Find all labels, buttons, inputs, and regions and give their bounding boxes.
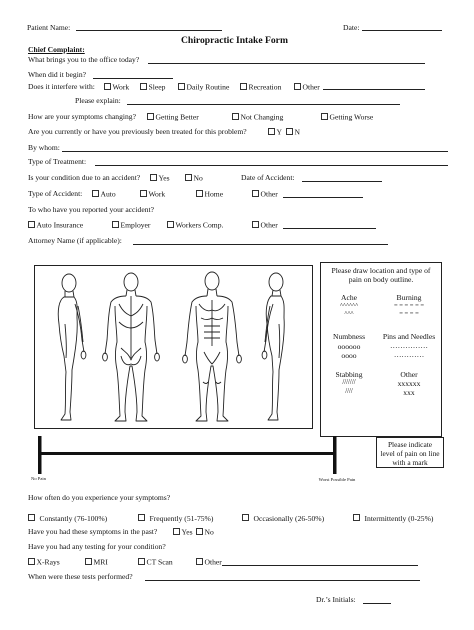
frequency-constantly[interactable]: Constantly (76-100%) bbox=[28, 514, 107, 522]
legend-numbness-label: Numbness bbox=[332, 332, 366, 341]
changing-option-worse[interactable]: Getting Worse bbox=[321, 113, 373, 121]
testing-other[interactable]: Other bbox=[196, 558, 222, 566]
frequency-frequently[interactable]: Frequently (51-75%) bbox=[138, 514, 213, 522]
pain-scale-max-label: Worst Possible Pain bbox=[318, 477, 356, 482]
testing-xrays[interactable]: X-Rays bbox=[28, 558, 60, 566]
legend-stabbing-mark-short: //// bbox=[345, 388, 353, 395]
patient-name-field[interactable] bbox=[76, 30, 222, 31]
checkbox-icon bbox=[173, 528, 180, 535]
please-explain-label: Please explain: bbox=[75, 96, 121, 105]
frequency-intermittently[interactable]: Intermittently (0-25%) bbox=[353, 514, 433, 522]
accident-other-field[interactable] bbox=[283, 197, 363, 198]
body-outline-diagram bbox=[35, 266, 312, 428]
checkbox-icon bbox=[294, 83, 301, 90]
question-brings-you: What brings you to the office today? bbox=[28, 55, 140, 64]
frequency-occasionally[interactable]: Occasionally (26-50%) bbox=[242, 514, 324, 522]
checkbox-icon bbox=[85, 558, 92, 565]
date-of-accident-field[interactable] bbox=[302, 181, 382, 182]
legend-ache-mark: ^^^^^^ bbox=[339, 302, 359, 309]
legend-pins-needles-label: Pins and Needles bbox=[382, 332, 436, 341]
accident-option-yes[interactable]: Yes bbox=[150, 174, 170, 182]
legend-numbness-mark-short: oooo bbox=[341, 351, 357, 360]
checkbox-icon bbox=[150, 174, 157, 181]
checkbox-icon bbox=[140, 83, 147, 90]
had-before-no[interactable]: No bbox=[196, 528, 214, 536]
indicate-line3: with a mark bbox=[392, 458, 428, 468]
type-of-accident-label: Type of Accident: bbox=[28, 189, 83, 198]
checkbox-icon bbox=[268, 128, 275, 135]
back-view-figure bbox=[103, 273, 160, 421]
legend-ache-mark-short: ^^^ bbox=[344, 310, 354, 317]
checkbox-icon bbox=[252, 221, 259, 228]
when-begin-field[interactable] bbox=[93, 78, 173, 79]
patient-name-label: Patient Name: bbox=[27, 23, 71, 32]
please-explain-field[interactable] bbox=[127, 104, 400, 105]
checkbox-icon bbox=[321, 113, 328, 120]
side-view-figure-right bbox=[262, 273, 284, 420]
question-testing: Have you had any testing for your condition? bbox=[28, 542, 166, 551]
checkbox-icon bbox=[167, 221, 174, 228]
checkbox-icon bbox=[140, 190, 147, 197]
legend-burning-mark: = = = = = = bbox=[393, 302, 425, 309]
checkbox-icon bbox=[196, 190, 203, 197]
type-of-treatment-label: Type of Treatment: bbox=[28, 157, 87, 166]
date-label: Date: bbox=[343, 23, 360, 32]
had-before-yes[interactable]: Yes bbox=[173, 528, 193, 536]
by-whom-field[interactable] bbox=[62, 151, 448, 152]
accident-type-auto[interactable]: Auto bbox=[92, 190, 116, 198]
checkbox-icon bbox=[185, 174, 192, 181]
brings-you-field[interactable] bbox=[148, 63, 425, 64]
checkbox-icon bbox=[240, 83, 247, 90]
legend-instructions-line1: Please draw location and type of bbox=[331, 266, 431, 275]
doctor-initials-label: Dr.’s Initials: bbox=[316, 595, 356, 604]
interfere-option-work[interactable]: Work bbox=[104, 83, 129, 91]
testing-ct-scan[interactable]: CT Scan bbox=[138, 558, 173, 566]
legend-numbness-mark: oooooo bbox=[337, 342, 361, 351]
chief-complaint-heading: Chief Complaint: bbox=[28, 45, 85, 54]
interfere-option-sleep[interactable]: Sleep bbox=[140, 83, 165, 91]
checkbox-icon bbox=[28, 558, 35, 565]
date-field[interactable] bbox=[362, 30, 442, 31]
legend-ache-label: Ache bbox=[340, 293, 358, 302]
accident-type-work[interactable]: Work bbox=[140, 190, 165, 198]
question-frequency: How often do you experience your symptoms? bbox=[28, 493, 171, 502]
accident-option-no[interactable]: No bbox=[185, 174, 203, 182]
checkbox-icon bbox=[28, 221, 35, 228]
side-view-figure bbox=[58, 274, 86, 420]
interfere-option-other[interactable]: Other bbox=[294, 83, 320, 91]
question-due-to-accident: Is your condition due to an accident? bbox=[28, 173, 141, 182]
indicate-line2: level of pain on line bbox=[380, 449, 440, 459]
treated-option-y[interactable]: Y bbox=[268, 128, 282, 136]
legend-pins-needles-mark-short: ………… bbox=[393, 350, 425, 359]
interfere-option-daily-routine[interactable]: Daily Routine bbox=[178, 83, 229, 91]
checkbox-icon bbox=[112, 221, 119, 228]
reported-employer[interactable]: Employer bbox=[112, 221, 150, 229]
checkbox-icon bbox=[196, 558, 203, 565]
legend-other-mark: xxxxxx bbox=[397, 379, 421, 388]
changing-option-not-changing[interactable]: Not Changing bbox=[232, 113, 283, 121]
accident-type-home[interactable]: Home bbox=[196, 190, 223, 198]
interfere-option-recreation[interactable]: Recreation bbox=[240, 83, 281, 91]
legend-stabbing-label: Stabbing bbox=[335, 370, 363, 379]
checkbox-icon bbox=[242, 514, 249, 521]
checkbox-icon bbox=[28, 514, 35, 521]
legend-burning-mark-short: = = = = bbox=[399, 310, 419, 317]
legend-stabbing-mark: /////// bbox=[342, 379, 356, 386]
reported-other[interactable]: Other bbox=[252, 221, 278, 229]
treated-option-n[interactable]: N bbox=[286, 128, 300, 136]
type-of-treatment-field[interactable] bbox=[95, 165, 448, 166]
legend-burning-label: Burning bbox=[396, 293, 422, 302]
checkbox-icon bbox=[286, 128, 293, 135]
pain-scale-line[interactable] bbox=[30, 432, 350, 476]
body-outline-box[interactable] bbox=[34, 265, 313, 429]
legend-other-mark-short: xxx bbox=[403, 388, 415, 397]
attorney-name-label: Attorney Name (if applicable): bbox=[28, 236, 122, 245]
legend-instructions-line2: pain on body outline. bbox=[348, 275, 414, 284]
date-of-accident-label: Date of Accident: bbox=[241, 173, 295, 182]
accident-type-other[interactable]: Other bbox=[252, 190, 278, 198]
changing-option-better[interactable]: Getting Better bbox=[147, 113, 199, 121]
question-when-begin: When did it begin? bbox=[28, 70, 86, 79]
pain-legend-box bbox=[320, 262, 442, 437]
when-performed-field[interactable] bbox=[145, 580, 420, 581]
checkbox-icon bbox=[232, 113, 239, 120]
front-view-figure bbox=[183, 272, 242, 421]
checkbox-icon bbox=[178, 83, 185, 90]
checkbox-icon bbox=[138, 514, 145, 521]
checkbox-icon bbox=[196, 528, 203, 535]
legend-other-label: Other bbox=[400, 370, 418, 379]
testing-other-field[interactable] bbox=[222, 565, 418, 566]
reported-workers-comp[interactable]: Workers Comp. bbox=[167, 221, 223, 229]
by-whom-label: By whom: bbox=[28, 143, 60, 152]
checkbox-icon bbox=[252, 190, 259, 197]
question-when-performed: When were these tests performed? bbox=[28, 572, 133, 581]
question-reported-to: To who have you reported your accident? bbox=[28, 205, 154, 214]
attorney-name-field[interactable] bbox=[133, 244, 388, 245]
checkbox-icon bbox=[138, 558, 145, 565]
legend-pins-needles-mark: …………… bbox=[390, 341, 428, 350]
doctor-initials-field[interactable] bbox=[363, 603, 391, 604]
question-interfere: Does it interfere with: bbox=[28, 82, 95, 91]
interfere-other-field[interactable] bbox=[323, 89, 425, 90]
question-symptoms-changing: How are your symptoms changing? bbox=[28, 112, 136, 121]
indicate-line1: Please indicate bbox=[387, 440, 433, 449]
question-previously-treated: Are you currently or have you previously been treated for this problem? bbox=[28, 127, 247, 136]
reported-other-field[interactable] bbox=[283, 228, 376, 229]
question-had-before: Have you had these symptoms in the past? bbox=[28, 527, 158, 536]
testing-mri[interactable]: MRI bbox=[85, 558, 108, 566]
reported-auto-insurance[interactable]: Auto Insurance bbox=[28, 221, 83, 229]
checkbox-icon bbox=[92, 190, 99, 197]
form-title: Chiropractic Intake Form bbox=[181, 35, 288, 46]
checkbox-icon bbox=[104, 83, 111, 90]
checkbox-icon bbox=[353, 514, 360, 521]
pain-scale-min-label: No Pain bbox=[31, 476, 46, 481]
pain-scale-instruction-box bbox=[376, 437, 444, 468]
checkbox-icon bbox=[147, 113, 154, 120]
